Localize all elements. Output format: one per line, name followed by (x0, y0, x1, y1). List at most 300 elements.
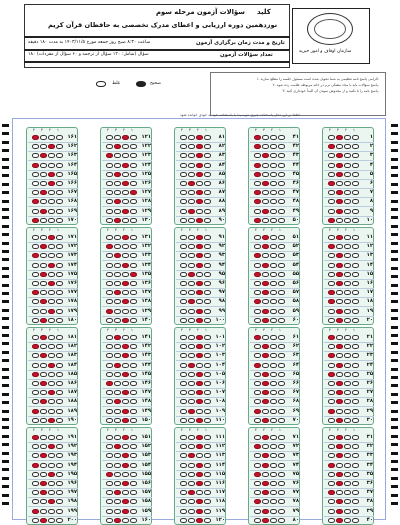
answer-bubble-option-4[interactable] (254, 353, 261, 358)
answer-bubble-option-4[interactable] (254, 281, 261, 286)
answer-bubble-option-3[interactable] (336, 153, 343, 158)
answer-bubble-option-2[interactable] (196, 135, 203, 140)
answer-bubble-option-4[interactable] (328, 399, 335, 404)
answer-bubble-option-2[interactable] (122, 299, 129, 304)
answer-bubble-option-1[interactable] (56, 181, 63, 186)
answer-bubble-option-2[interactable] (270, 381, 277, 386)
answer-bubble-option-4[interactable] (254, 390, 261, 395)
answer-bubble-option-2[interactable] (270, 263, 277, 268)
answer-bubble-option-2[interactable] (270, 509, 277, 514)
answer-bubble-option-1[interactable] (56, 399, 63, 404)
answer-bubble-option-4[interactable] (106, 290, 113, 295)
answer-bubble-option-1[interactable] (56, 309, 63, 314)
answer-bubble-option-2[interactable] (270, 290, 277, 295)
answer-bubble-option-4[interactable] (32, 453, 39, 458)
answer-bubble-option-4[interactable] (180, 399, 187, 404)
answer-bubble-option-1[interactable] (56, 409, 63, 414)
answer-bubble-option-3[interactable] (188, 144, 195, 149)
answer-bubble-option-2[interactable] (344, 272, 351, 277)
answer-bubble-option-3[interactable] (262, 263, 269, 268)
answer-bubble-option-3[interactable] (188, 253, 195, 258)
answer-bubble-option-4[interactable] (180, 153, 187, 158)
answer-bubble-option-3[interactable] (114, 181, 121, 186)
answer-bubble-option-2[interactable] (122, 190, 129, 195)
answer-bubble-option-4[interactable] (32, 399, 39, 404)
answer-bubble-option-2[interactable] (122, 418, 129, 423)
answer-bubble-option-2[interactable] (48, 518, 55, 523)
answer-bubble-option-2[interactable] (48, 399, 55, 404)
answer-bubble-option-4[interactable] (328, 244, 335, 249)
answer-bubble-option-4[interactable] (106, 453, 113, 458)
answer-bubble-option-3[interactable] (40, 499, 47, 504)
answer-bubble-option-4[interactable] (180, 272, 187, 277)
answer-bubble-option-3[interactable] (188, 335, 195, 340)
answer-bubble-option-3[interactable] (262, 181, 269, 186)
answer-bubble-option-4[interactable] (106, 335, 113, 340)
answer-bubble-option-3[interactable] (262, 418, 269, 423)
answer-bubble-option-3[interactable] (114, 163, 121, 168)
answer-bubble-option-1[interactable] (352, 435, 359, 440)
answer-bubble-option-1[interactable] (352, 353, 359, 358)
answer-bubble-option-2[interactable] (270, 199, 277, 204)
answer-bubble-option-4[interactable] (180, 218, 187, 223)
answer-bubble-option-4[interactable] (328, 472, 335, 477)
answer-bubble-option-3[interactable] (262, 344, 269, 349)
answer-bubble-option-2[interactable] (48, 481, 55, 486)
answer-bubble-option-4[interactable] (32, 435, 39, 440)
answer-bubble-option-3[interactable] (188, 463, 195, 468)
answer-bubble-option-3[interactable] (40, 209, 47, 214)
answer-bubble-option-1[interactable] (278, 399, 285, 404)
answer-bubble-option-1[interactable] (352, 190, 359, 195)
answer-bubble-option-4[interactable] (254, 481, 261, 486)
answer-bubble-option-3[interactable] (336, 244, 343, 249)
answer-bubble-option-2[interactable] (196, 272, 203, 277)
answer-bubble-option-1[interactable] (204, 244, 211, 249)
answer-bubble-option-3[interactable] (336, 353, 343, 358)
answer-bubble-option-3[interactable] (188, 499, 195, 504)
answer-bubble-option-1[interactable] (130, 418, 137, 423)
answer-bubble-option-4[interactable] (254, 344, 261, 349)
answer-bubble-option-1[interactable] (56, 144, 63, 149)
answer-bubble-option-4[interactable] (32, 418, 39, 423)
answer-bubble-option-1[interactable] (204, 181, 211, 186)
answer-bubble-option-4[interactable] (254, 472, 261, 477)
answer-bubble-option-3[interactable] (262, 153, 269, 158)
answer-bubble-option-3[interactable] (114, 209, 121, 214)
answer-bubble-option-4[interactable] (106, 163, 113, 168)
answer-bubble-option-4[interactable] (180, 499, 187, 504)
answer-bubble-option-1[interactable] (56, 353, 63, 358)
answer-bubble-option-1[interactable] (130, 172, 137, 177)
answer-bubble-option-2[interactable] (344, 453, 351, 458)
answer-bubble-option-2[interactable] (196, 344, 203, 349)
answer-bubble-option-3[interactable] (114, 444, 121, 449)
answer-bubble-option-3[interactable] (188, 181, 195, 186)
answer-bubble-option-2[interactable] (270, 281, 277, 286)
answer-bubble-option-1[interactable] (352, 444, 359, 449)
answer-bubble-option-2[interactable] (122, 153, 129, 158)
answer-bubble-option-4[interactable] (254, 199, 261, 204)
answer-bubble-option-2[interactable] (48, 144, 55, 149)
answer-bubble-option-3[interactable] (336, 235, 343, 240)
answer-bubble-option-3[interactable] (262, 290, 269, 295)
answer-bubble-option-3[interactable] (262, 463, 269, 468)
answer-bubble-option-3[interactable] (188, 309, 195, 314)
answer-bubble-option-3[interactable] (336, 372, 343, 377)
answer-bubble-option-4[interactable] (106, 299, 113, 304)
answer-bubble-option-3[interactable] (114, 281, 121, 286)
answer-bubble-option-1[interactable] (204, 435, 211, 440)
answer-bubble-option-1[interactable] (278, 499, 285, 504)
answer-bubble-option-3[interactable] (188, 390, 195, 395)
answer-bubble-option-4[interactable] (32, 190, 39, 195)
answer-bubble-option-1[interactable] (204, 481, 211, 486)
answer-bubble-option-2[interactable] (122, 363, 129, 368)
answer-bubble-option-3[interactable] (40, 409, 47, 414)
answer-bubble-option-3[interactable] (114, 453, 121, 458)
answer-bubble-option-3[interactable] (114, 372, 121, 377)
answer-bubble-option-3[interactable] (188, 199, 195, 204)
answer-bubble-option-4[interactable] (106, 190, 113, 195)
answer-bubble-option-2[interactable] (270, 472, 277, 477)
answer-bubble-option-4[interactable] (106, 444, 113, 449)
answer-bubble-option-4[interactable] (328, 518, 335, 523)
answer-bubble-option-1[interactable] (278, 335, 285, 340)
answer-bubble-option-3[interactable] (188, 172, 195, 177)
answer-bubble-option-3[interactable] (188, 218, 195, 223)
answer-bubble-option-3[interactable] (188, 418, 195, 423)
answer-bubble-option-4[interactable] (254, 418, 261, 423)
answer-bubble-option-3[interactable] (40, 509, 47, 514)
answer-bubble-option-4[interactable] (106, 390, 113, 395)
answer-bubble-option-1[interactable] (130, 363, 137, 368)
answer-bubble-option-2[interactable] (270, 399, 277, 404)
answer-bubble-option-1[interactable] (56, 335, 63, 340)
answer-bubble-option-1[interactable] (352, 453, 359, 458)
answer-bubble-option-3[interactable] (336, 172, 343, 177)
answer-bubble-option-2[interactable] (48, 244, 55, 249)
answer-bubble-option-2[interactable] (270, 144, 277, 149)
answer-bubble-option-4[interactable] (106, 218, 113, 223)
answer-bubble-option-1[interactable] (130, 190, 137, 195)
answer-bubble-option-4[interactable] (180, 199, 187, 204)
answer-bubble-option-2[interactable] (196, 309, 203, 314)
answer-bubble-option-4[interactable] (32, 472, 39, 477)
answer-bubble-option-2[interactable] (196, 435, 203, 440)
answer-bubble-option-2[interactable] (196, 353, 203, 358)
answer-bubble-option-3[interactable] (114, 518, 121, 523)
answer-bubble-option-4[interactable] (180, 418, 187, 423)
answer-bubble-option-4[interactable] (254, 409, 261, 414)
answer-bubble-option-1[interactable] (204, 372, 211, 377)
answer-bubble-option-2[interactable] (122, 135, 129, 140)
answer-bubble-option-3[interactable] (336, 290, 343, 295)
answer-bubble-option-3[interactable] (40, 372, 47, 377)
answer-bubble-option-4[interactable] (32, 299, 39, 304)
answer-bubble-option-4[interactable] (328, 353, 335, 358)
answer-bubble-option-2[interactable] (48, 363, 55, 368)
answer-bubble-option-2[interactable] (196, 244, 203, 249)
answer-bubble-option-2[interactable] (48, 353, 55, 358)
answer-bubble-option-3[interactable] (188, 190, 195, 195)
answer-bubble-option-3[interactable] (40, 390, 47, 395)
answer-bubble-option-3[interactable] (336, 509, 343, 514)
answer-bubble-option-2[interactable] (48, 372, 55, 377)
answer-bubble-option-2[interactable] (122, 399, 129, 404)
answer-bubble-option-1[interactable] (56, 453, 63, 458)
answer-bubble-option-2[interactable] (48, 181, 55, 186)
answer-bubble-option-2[interactable] (196, 318, 203, 323)
answer-bubble-option-3[interactable] (114, 418, 121, 423)
answer-bubble-option-2[interactable] (48, 218, 55, 223)
answer-bubble-option-1[interactable] (278, 444, 285, 449)
answer-bubble-option-1[interactable] (278, 263, 285, 268)
answer-bubble-option-1[interactable] (204, 272, 211, 277)
answer-bubble-option-3[interactable] (40, 135, 47, 140)
answer-bubble-option-2[interactable] (344, 463, 351, 468)
answer-bubble-option-2[interactable] (48, 235, 55, 240)
answer-bubble-option-2[interactable] (48, 135, 55, 140)
answer-bubble-option-3[interactable] (114, 218, 121, 223)
answer-bubble-option-2[interactable] (270, 418, 277, 423)
answer-bubble-option-2[interactable] (344, 381, 351, 386)
answer-bubble-option-2[interactable] (270, 363, 277, 368)
answer-bubble-option-4[interactable] (180, 135, 187, 140)
answer-bubble-option-4[interactable] (106, 509, 113, 514)
answer-bubble-option-3[interactable] (336, 309, 343, 314)
answer-bubble-option-2[interactable] (196, 190, 203, 195)
answer-bubble-option-2[interactable] (48, 453, 55, 458)
answer-bubble-option-2[interactable] (196, 463, 203, 468)
answer-bubble-option-3[interactable] (336, 218, 343, 223)
answer-bubble-option-4[interactable] (32, 309, 39, 314)
answer-bubble-option-2[interactable] (122, 409, 129, 414)
answer-bubble-option-2[interactable] (270, 453, 277, 458)
answer-bubble-option-1[interactable] (130, 490, 137, 495)
answer-bubble-option-4[interactable] (254, 372, 261, 377)
answer-bubble-option-2[interactable] (196, 235, 203, 240)
answer-bubble-option-1[interactable] (130, 444, 137, 449)
answer-bubble-option-3[interactable] (336, 390, 343, 395)
answer-bubble-option-4[interactable] (254, 218, 261, 223)
answer-bubble-option-1[interactable] (278, 309, 285, 314)
answer-bubble-option-3[interactable] (262, 172, 269, 177)
answer-bubble-option-4[interactable] (180, 490, 187, 495)
answer-bubble-option-3[interactable] (188, 272, 195, 277)
answer-bubble-option-3[interactable] (114, 272, 121, 277)
answer-bubble-option-1[interactable] (278, 372, 285, 377)
answer-bubble-option-2[interactable] (344, 399, 351, 404)
answer-bubble-option-1[interactable] (352, 281, 359, 286)
answer-bubble-option-4[interactable] (106, 399, 113, 404)
answer-bubble-option-2[interactable] (270, 518, 277, 523)
answer-bubble-option-1[interactable] (130, 399, 137, 404)
answer-bubble-option-2[interactable] (344, 318, 351, 323)
answer-bubble-option-3[interactable] (114, 409, 121, 414)
answer-bubble-option-4[interactable] (328, 318, 335, 323)
answer-bubble-option-2[interactable] (270, 244, 277, 249)
answer-bubble-option-3[interactable] (40, 190, 47, 195)
answer-bubble-option-1[interactable] (130, 344, 137, 349)
answer-bubble-option-3[interactable] (262, 335, 269, 340)
answer-bubble-option-4[interactable] (328, 309, 335, 314)
answer-bubble-option-1[interactable] (130, 518, 137, 523)
answer-bubble-option-2[interactable] (270, 463, 277, 468)
answer-bubble-option-1[interactable] (56, 172, 63, 177)
answer-bubble-option-3[interactable] (114, 390, 121, 395)
answer-bubble-option-1[interactable] (204, 409, 211, 414)
answer-bubble-option-2[interactable] (122, 344, 129, 349)
answer-bubble-option-1[interactable] (278, 218, 285, 223)
answer-bubble-option-1[interactable] (204, 199, 211, 204)
answer-bubble-option-1[interactable] (278, 509, 285, 514)
answer-bubble-option-4[interactable] (32, 253, 39, 258)
answer-bubble-option-1[interactable] (204, 218, 211, 223)
answer-bubble-option-2[interactable] (196, 481, 203, 486)
answer-bubble-option-4[interactable] (180, 335, 187, 340)
answer-bubble-option-3[interactable] (262, 209, 269, 214)
answer-bubble-option-2[interactable] (344, 172, 351, 177)
answer-bubble-option-2[interactable] (270, 481, 277, 486)
answer-bubble-option-3[interactable] (188, 353, 195, 358)
answer-bubble-option-1[interactable] (130, 372, 137, 377)
answer-bubble-option-1[interactable] (56, 163, 63, 168)
answer-bubble-option-4[interactable] (328, 153, 335, 158)
answer-bubble-option-2[interactable] (122, 490, 129, 495)
answer-bubble-option-1[interactable] (204, 453, 211, 458)
answer-bubble-option-4[interactable] (180, 244, 187, 249)
answer-bubble-option-2[interactable] (48, 490, 55, 495)
answer-bubble-option-2[interactable] (344, 135, 351, 140)
answer-bubble-option-2[interactable] (196, 363, 203, 368)
answer-bubble-option-4[interactable] (106, 235, 113, 240)
answer-bubble-option-1[interactable] (204, 381, 211, 386)
answer-bubble-option-4[interactable] (180, 209, 187, 214)
answer-bubble-option-3[interactable] (262, 390, 269, 395)
answer-bubble-option-1[interactable] (204, 290, 211, 295)
answer-bubble-option-2[interactable] (270, 218, 277, 223)
answer-bubble-option-4[interactable] (32, 481, 39, 486)
answer-bubble-option-3[interactable] (40, 144, 47, 149)
answer-bubble-option-4[interactable] (106, 472, 113, 477)
answer-bubble-option-4[interactable] (180, 435, 187, 440)
answer-bubble-option-3[interactable] (262, 518, 269, 523)
answer-bubble-option-3[interactable] (188, 490, 195, 495)
answer-bubble-option-2[interactable] (122, 472, 129, 477)
answer-bubble-option-3[interactable] (336, 444, 343, 449)
answer-bubble-option-4[interactable] (32, 263, 39, 268)
answer-bubble-option-2[interactable] (196, 153, 203, 158)
answer-bubble-option-1[interactable] (204, 499, 211, 504)
answer-bubble-option-3[interactable] (336, 144, 343, 149)
answer-bubble-option-4[interactable] (106, 353, 113, 358)
answer-bubble-option-4[interactable] (106, 281, 113, 286)
answer-bubble-option-3[interactable] (40, 172, 47, 177)
answer-bubble-option-3[interactable] (40, 472, 47, 477)
answer-bubble-option-1[interactable] (352, 172, 359, 177)
answer-bubble-option-3[interactable] (114, 481, 121, 486)
answer-bubble-option-2[interactable] (196, 390, 203, 395)
answer-bubble-option-3[interactable] (40, 181, 47, 186)
answer-bubble-option-3[interactable] (262, 435, 269, 440)
answer-bubble-option-3[interactable] (262, 199, 269, 204)
answer-bubble-option-1[interactable] (352, 509, 359, 514)
answer-bubble-option-4[interactable] (328, 490, 335, 495)
answer-bubble-option-3[interactable] (114, 299, 121, 304)
answer-bubble-option-2[interactable] (122, 499, 129, 504)
answer-bubble-option-3[interactable] (336, 190, 343, 195)
answer-bubble-option-4[interactable] (32, 272, 39, 277)
answer-bubble-option-1[interactable] (130, 235, 137, 240)
answer-bubble-option-2[interactable] (122, 509, 129, 514)
answer-bubble-option-1[interactable] (352, 409, 359, 414)
answer-bubble-option-4[interactable] (32, 409, 39, 414)
answer-bubble-option-3[interactable] (262, 299, 269, 304)
answer-bubble-option-3[interactable] (336, 281, 343, 286)
answer-bubble-option-4[interactable] (254, 435, 261, 440)
answer-bubble-option-2[interactable] (196, 253, 203, 258)
answer-bubble-option-2[interactable] (270, 153, 277, 158)
answer-bubble-option-4[interactable] (328, 181, 335, 186)
answer-bubble-option-3[interactable] (114, 144, 121, 149)
answer-bubble-option-1[interactable] (204, 363, 211, 368)
answer-bubble-option-3[interactable] (188, 244, 195, 249)
answer-bubble-option-4[interactable] (106, 435, 113, 440)
answer-bubble-option-4[interactable] (180, 144, 187, 149)
answer-bubble-option-4[interactable] (106, 418, 113, 423)
answer-bubble-option-2[interactable] (344, 344, 351, 349)
answer-bubble-option-2[interactable] (270, 335, 277, 340)
answer-bubble-option-2[interactable] (270, 372, 277, 377)
answer-bubble-option-4[interactable] (254, 363, 261, 368)
answer-bubble-option-2[interactable] (48, 253, 55, 258)
answer-bubble-option-2[interactable] (196, 209, 203, 214)
answer-bubble-option-1[interactable] (130, 463, 137, 468)
answer-bubble-option-3[interactable] (188, 409, 195, 414)
answer-bubble-option-3[interactable] (40, 490, 47, 495)
answer-bubble-option-3[interactable] (114, 290, 121, 295)
answer-bubble-option-4[interactable] (106, 253, 113, 258)
answer-bubble-option-3[interactable] (336, 263, 343, 268)
answer-bubble-option-2[interactable] (344, 199, 351, 204)
answer-bubble-option-1[interactable] (278, 409, 285, 414)
answer-bubble-option-2[interactable] (122, 290, 129, 295)
answer-bubble-option-1[interactable] (204, 172, 211, 177)
answer-bubble-option-1[interactable] (130, 472, 137, 477)
answer-bubble-option-1[interactable] (278, 144, 285, 149)
answer-bubble-option-3[interactable] (336, 418, 343, 423)
answer-bubble-option-4[interactable] (180, 290, 187, 295)
answer-bubble-option-2[interactable] (270, 209, 277, 214)
answer-bubble-option-4[interactable] (32, 163, 39, 168)
answer-bubble-option-3[interactable] (40, 381, 47, 386)
answer-bubble-option-3[interactable] (262, 281, 269, 286)
answer-bubble-option-1[interactable] (278, 381, 285, 386)
answer-bubble-option-4[interactable] (254, 518, 261, 523)
answer-bubble-option-4[interactable] (328, 290, 335, 295)
answer-bubble-option-2[interactable] (48, 509, 55, 514)
answer-bubble-option-4[interactable] (254, 299, 261, 304)
answer-bubble-option-1[interactable] (130, 209, 137, 214)
answer-bubble-option-1[interactable] (130, 290, 137, 295)
answer-bubble-option-1[interactable] (130, 381, 137, 386)
answer-bubble-option-3[interactable] (336, 481, 343, 486)
answer-bubble-option-1[interactable] (204, 209, 211, 214)
answer-bubble-option-4[interactable] (106, 344, 113, 349)
answer-bubble-option-3[interactable] (40, 344, 47, 349)
answer-bubble-option-4[interactable] (328, 235, 335, 240)
